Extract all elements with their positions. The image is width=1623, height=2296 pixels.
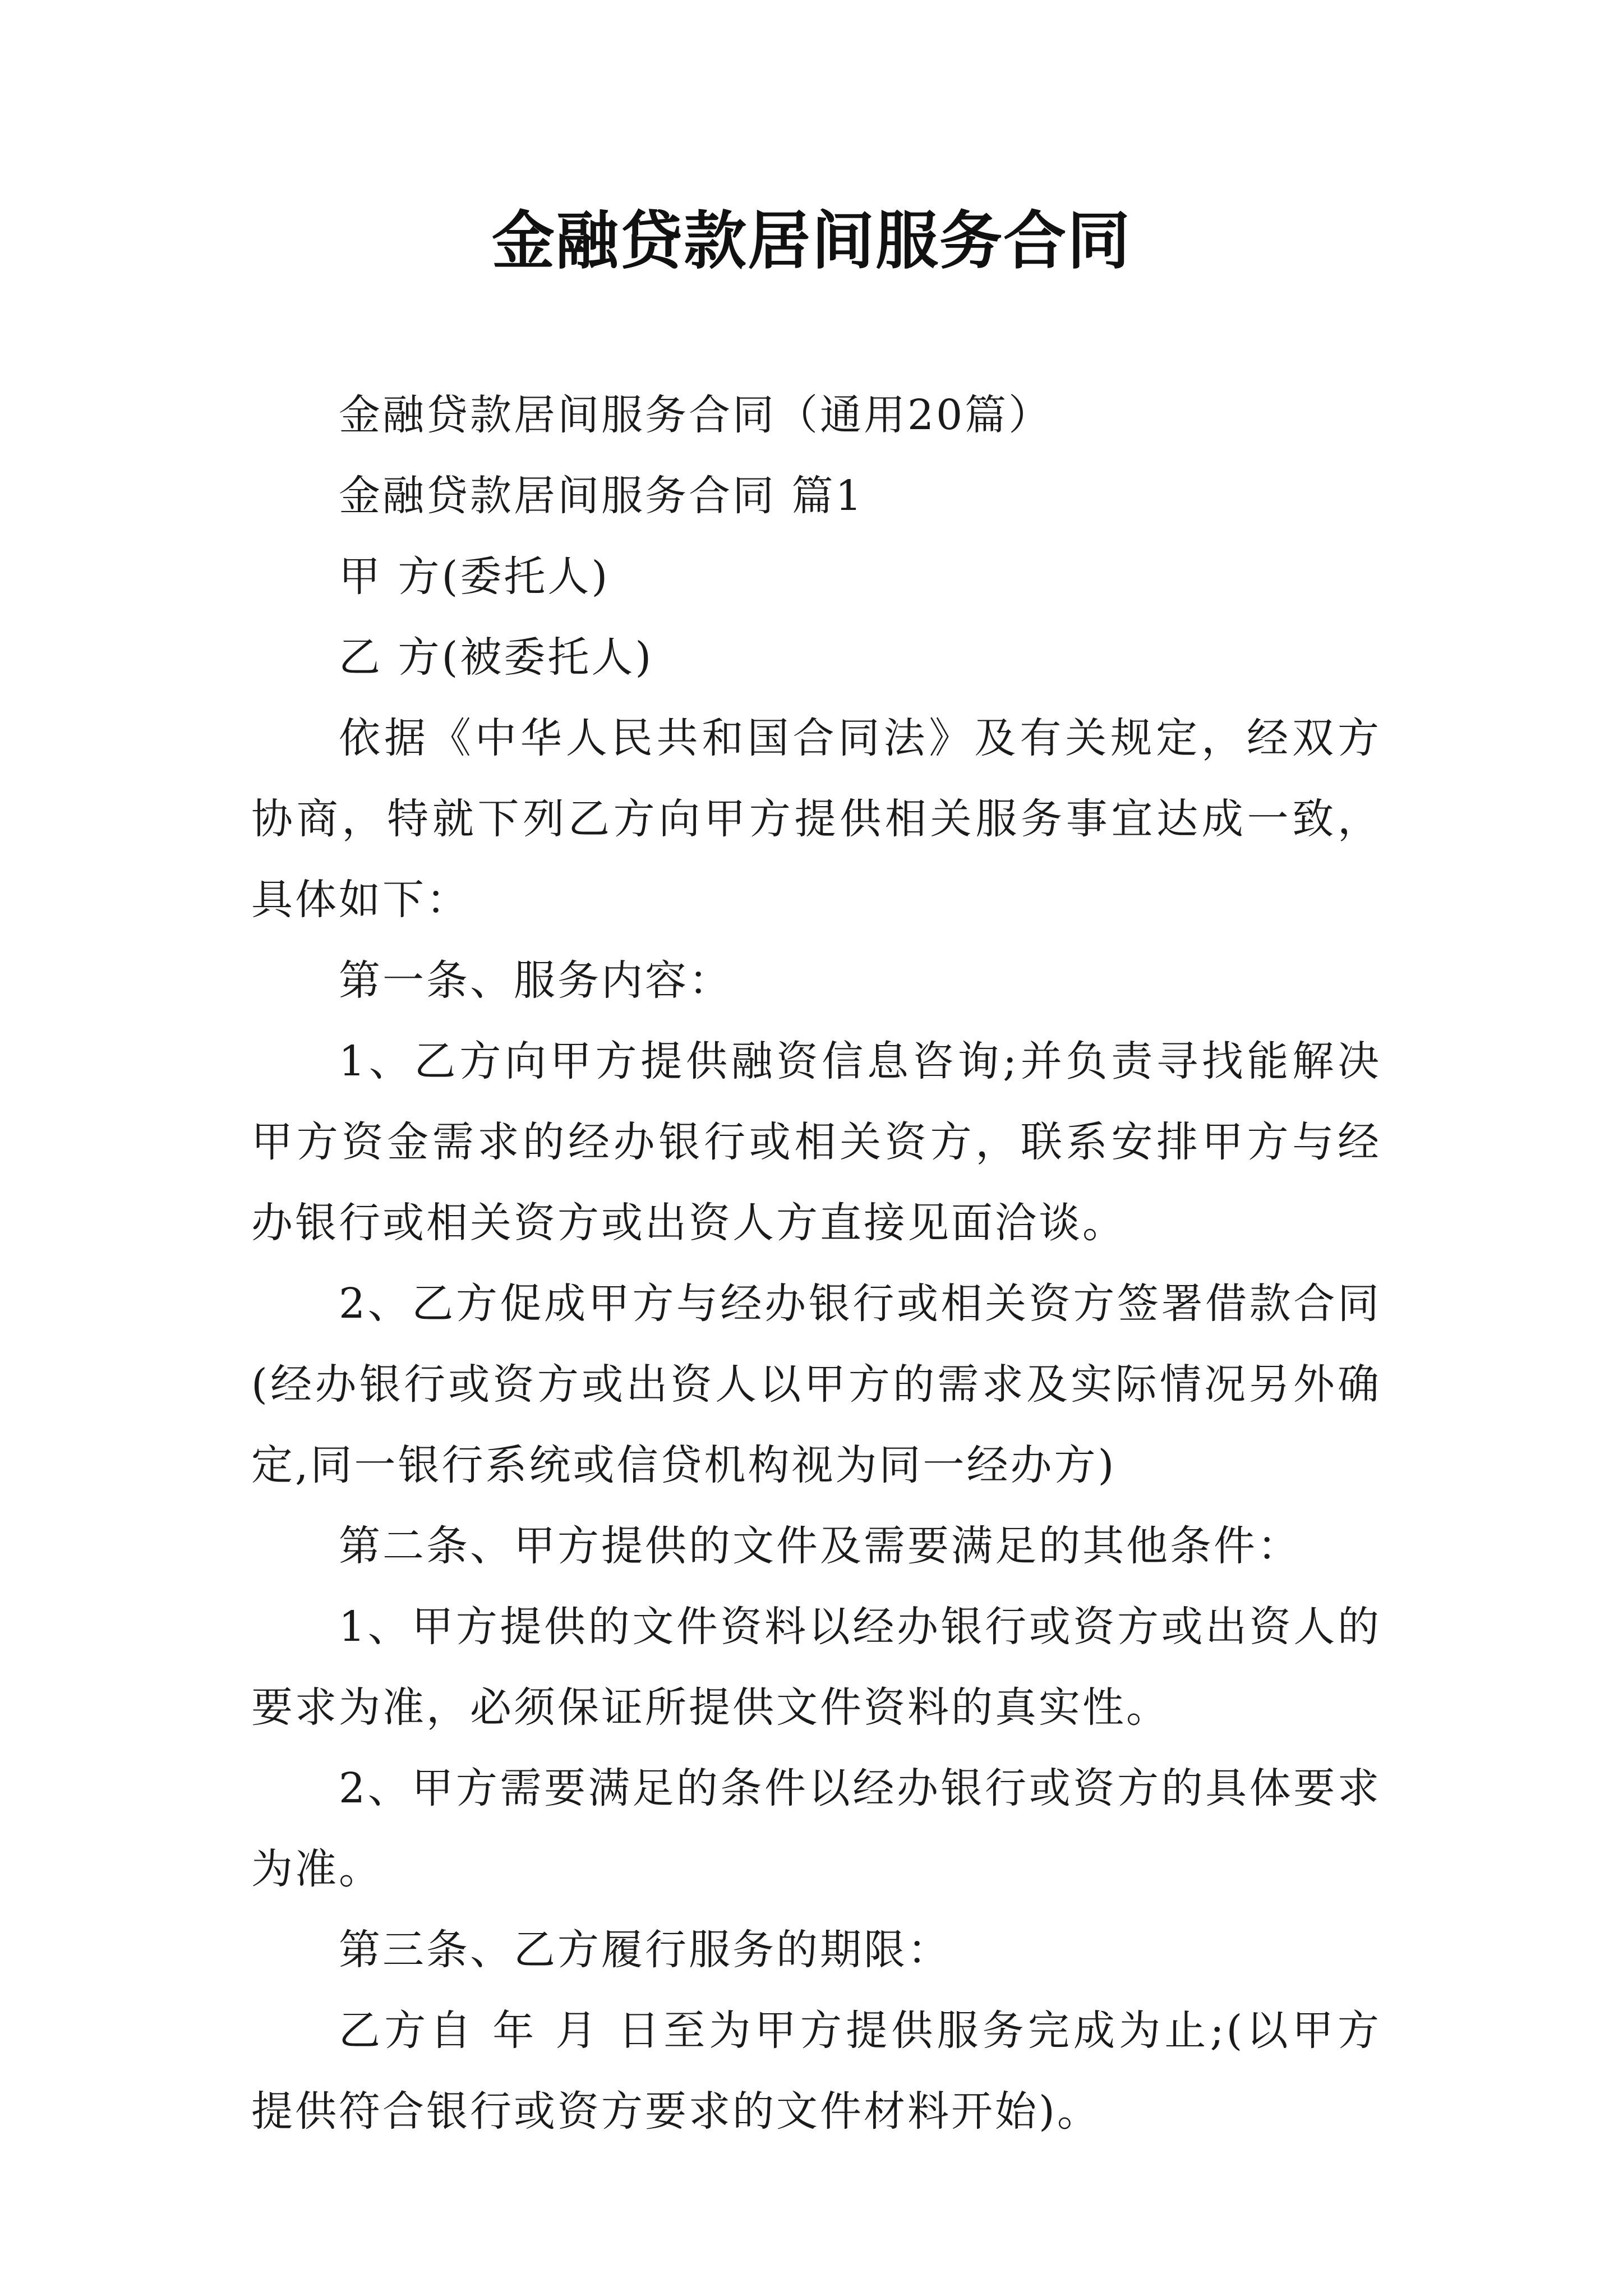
paragraph-article-1-heading: 第一条、服务内容： <box>339 956 732 1005</box>
paragraph-article-2-item-1: 1、甲方提供的文件资料以经办银行或资方或出资人的要求为准，必须保证所提供文件资料的真实性。 <box>251 1603 1381 1732</box>
paragraph-section-heading: 金融贷款居间服务合同 篇1 <box>339 472 864 520</box>
paragraph-article-2-item-2: 2、甲方需要满足的条件以经办银行或资方的具体要求为准。 <box>251 1764 1381 1893</box>
paragraph-article-2-heading: 第二条、甲方提供的文件及需要满足的其他条件： <box>339 1522 1301 1570</box>
paragraph-collection-title: 金融贷款居间服务合同（通用20篇） <box>339 391 1053 439</box>
paragraph-preamble: 依据《中华人民共和国合同法》及有关规定，经双方协商，特就下列乙方向甲方提供相关服务事宜达成一致，具体如下： <box>251 714 1381 924</box>
paragraph-article-1-item-2: 2、乙方促成甲方与经办银行或相关资方签署借款合同(经办银行或资方或出资人以甲方的需求及实际情况另外确定,同一银行系统或信贷机构视为同一经办方) <box>251 1280 1381 1489</box>
paragraph-party-a: 甲 方(委托人) <box>339 553 610 601</box>
paragraph-party-b: 乙 方(被委托人) <box>339 633 654 682</box>
document-body <box>251 375 1381 2152</box>
paragraph-article-3-heading: 第三条、乙方履行服务的期限： <box>339 1926 951 1974</box>
paragraph-article-3-body: 乙方自 年 月 日至为甲方提供服务完成为止;(以甲方提供符合银行或资方要求的文件材料开始)。 <box>251 2007 1381 2136</box>
paragraph-article-1-item-1: 1、乙方向甲方提供融资信息咨询;并负责寻找能解决甲方资金需求的经办银行或相关资方，联系安排甲方与经办银行或相关资方或出资人方直接见面洽谈。 <box>251 1037 1381 1247</box>
document-title: 金融贷款居间服务合同 <box>492 204 1131 278</box>
